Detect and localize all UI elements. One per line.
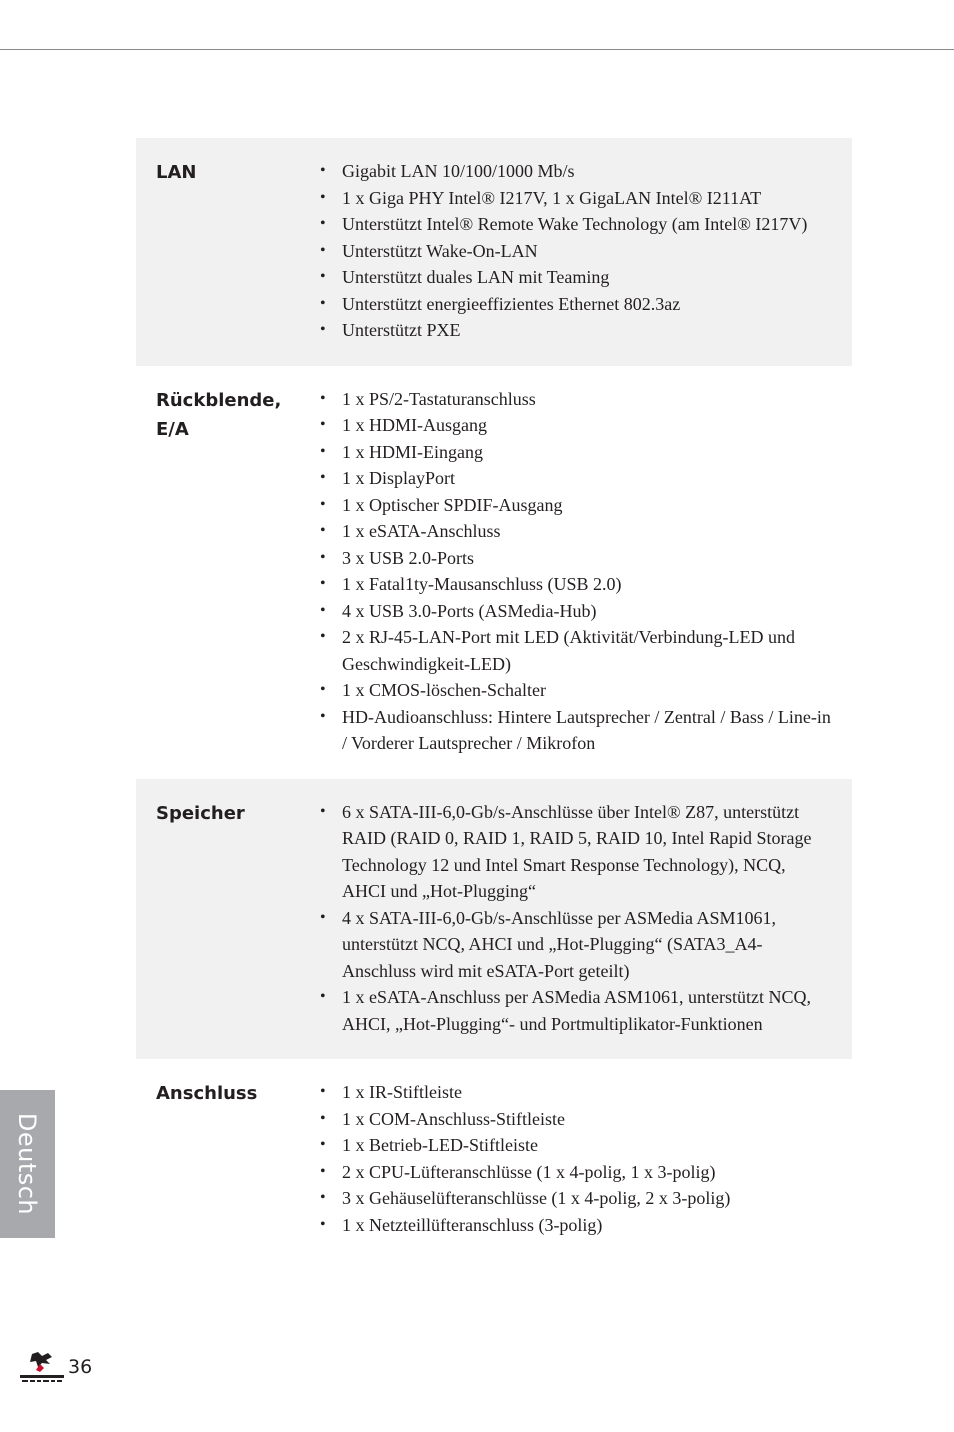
list-item: • 1 x Optischer SPDIF-Ausgang xyxy=(320,492,832,519)
list-item: • Unterstützt Intel® Remote Wake Technology (am Intel® I217V) xyxy=(320,211,832,238)
spec-table xyxy=(136,138,852,1260)
list-item: • 1 x DisplayPort xyxy=(320,465,832,492)
list-item: • Unterstützt Wake-On-LAN xyxy=(320,238,832,265)
list-item: • 4 x SATA-III-6,0-Gb/s-Anschlüsse per ASMedia ASM1061, unterstützt NCQ, AHCI und „Hot-Plugging“ (SATA3_A4-Anschluss wird mit eSATA-Port geteilt) xyxy=(320,905,832,985)
list-item: • Unterstützt energieeffizientes Ethernet 802.3az xyxy=(320,291,832,318)
list-item: • 1 x eSATA-Anschluss xyxy=(320,518,832,545)
spec-list xyxy=(320,158,832,344)
spec-list xyxy=(320,799,832,1038)
spec-row-connector xyxy=(136,1059,852,1260)
spec-label: LAN xyxy=(156,162,197,183)
spec-row-storage xyxy=(136,779,852,1060)
spec-row-rear-io xyxy=(136,366,852,779)
list-item: • 1 x eSATA-Anschluss per ASMedia ASM1061, unterstützt NCQ, AHCI, „Hot-Plugging“- und Portmultiplikator-Funktionen xyxy=(320,984,832,1037)
list-item: • 1 x IR-Stiftleiste xyxy=(320,1079,832,1106)
list-item: • Unterstützt duales LAN mit Teaming xyxy=(320,264,832,291)
list-item: • HD-Audioanschluss: Hintere Lautsprecher / Zentral / Bass / Line-in / Vorderer Lautsprecher / Mikrofon xyxy=(320,704,832,757)
list-item: • 6 x SATA-III-6,0-Gb/s-Anschlüsse über Intel® Z87, unterstützt RAID (RAID 0, RAID 1, RAID 5, RAID 10, Intel Rapid Storage Technology 12 und Intel Smart Response Technology), NCQ, AHCI und „Hot-Plugging“ xyxy=(320,799,832,905)
list-item: • 1 x Netzteillüfteranschluss (3-polig) xyxy=(320,1212,832,1239)
list-item: • 3 x USB 2.0-Ports xyxy=(320,545,832,572)
list-item: • 1 x Fatal1ty-Mausanschluss (USB 2.0) xyxy=(320,571,832,598)
spec-label: Rückblende, E/A xyxy=(156,389,282,440)
side-tab-label: Deutsch xyxy=(13,1112,42,1216)
spec-list xyxy=(320,386,832,757)
spec-row-lan xyxy=(136,138,852,366)
list-item: • 1 x HDMI-Ausgang xyxy=(320,412,832,439)
fatal1ty-logo-icon xyxy=(18,1350,66,1386)
spec-label: Anschluss xyxy=(156,1083,258,1104)
list-item: • 1 x CMOS-löschen-Schalter xyxy=(320,677,832,704)
list-item: • 2 x CPU-Lüfteranschlüsse (1 x 4-polig, 1 x 3-polig) xyxy=(320,1159,832,1186)
language-side-tab xyxy=(0,1090,55,1238)
list-item: • Gigabit LAN 10/100/1000 Mb/s xyxy=(320,158,832,185)
list-item: • Unterstützt PXE xyxy=(320,317,832,344)
list-item: • 1 x Betrieb-LED-Stiftleiste xyxy=(320,1132,832,1159)
list-item: • 1 x HDMI-Eingang xyxy=(320,439,832,466)
list-item: • 1 x COM-Anschluss-Stiftleiste xyxy=(320,1106,832,1133)
header-rule xyxy=(0,49,954,50)
spec-list xyxy=(320,1079,832,1238)
spec-label: Speicher xyxy=(156,802,245,824)
list-item: • 2 x RJ-45-LAN-Port mit LED (Aktivität/Verbindung-LED und Geschwindigkeit-LED) xyxy=(320,624,832,677)
list-item: • 1 x PS/2-Tastaturanschluss xyxy=(320,386,832,413)
list-item: • 1 x Giga PHY Intel® I217V, 1 x GigaLAN Intel® I211AT xyxy=(320,185,832,212)
list-item: • 3 x Gehäuselüfteranschlüsse (1 x 4-polig, 2 x 3-polig) xyxy=(320,1185,832,1212)
page-number: 36 xyxy=(68,1356,93,1378)
list-item: • 4 x USB 3.0-Ports (ASMedia-Hub) xyxy=(320,598,832,625)
